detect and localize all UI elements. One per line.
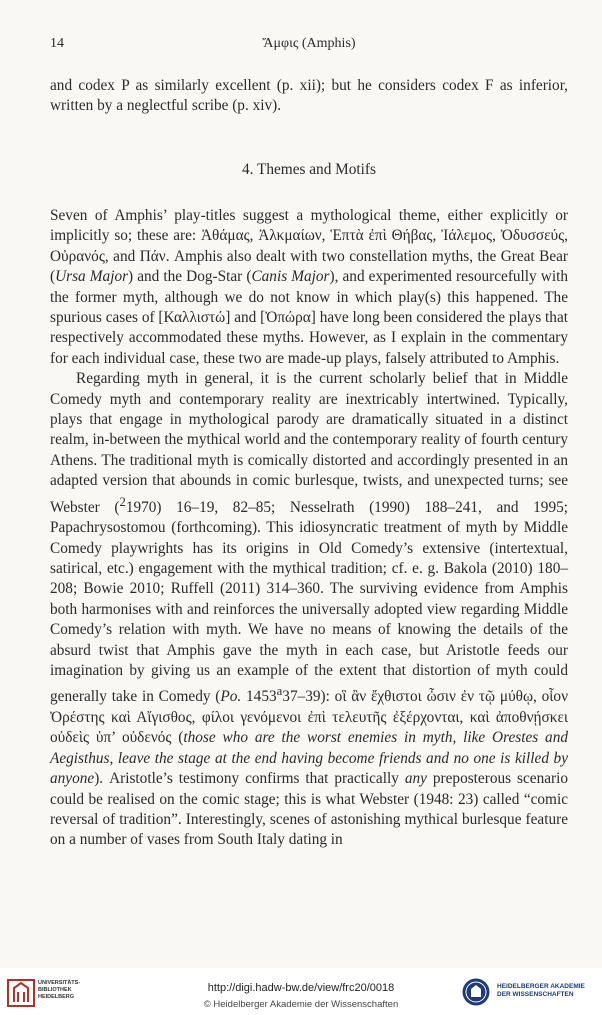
page-number: 14 [50, 36, 64, 51]
p1-text-3: ), and experimented resourcefully with the former myth, although we do not know in which play(s) this happened. The spurious cases of [Καλλιστώ] and [Ὀπώρα] have long been considered the plays that respectively accommodated these myths. However, as I explain in the commentary for each individual case, these two are made-up plays, falsely attributed to Amphis. [50, 268, 568, 367]
paragraph-1 [50, 206, 568, 369]
permalink-url[interactable]: http://digi.hadw-bw.de/view/frc20/0018 [207, 982, 395, 994]
section-heading: 4. Themes and Motifs [242, 161, 376, 178]
poetics-abbrev: Po. [220, 688, 242, 706]
copyright-notice: © Heidelberger Akademie der Wissenschaften [203, 999, 399, 1010]
p2-text-1: Regarding myth in general, it is the current scholarly belief that in Middle Comedy myth and contemporary reality are inextricably intertwined. Typically, plays that engage in mythological parody are dramatically situated in a distinct realm, in-between the mythical world and the contemporary reality of fourth century Athens. The traditional myth is comically distorted and accordingly presented in an adapted version that abounds in comic burlesque, twists, and unexpected turns; see Webster ( [50, 370, 568, 516]
edition-sup: 2 [119, 494, 126, 509]
p2-text-5: ). Aristotle’s testimony confirms that practically [94, 770, 405, 788]
translation: those who are the worst enemies in myth, like Orestes and Aegisthus, leave the stage at the end having become friends and no one is killed by anyone [50, 729, 568, 788]
running-title: Ἄμφις (Amphis) [262, 36, 356, 51]
footer-bar [0, 968, 602, 1015]
any-emphasis: any [404, 770, 427, 788]
academy-name: HEIDELBERGER AKADEMIE DER WISSENSCHAFTEN [497, 983, 585, 998]
university-library-logo-icon [6, 978, 36, 1008]
bekker-sup: a [276, 684, 283, 699]
paragraph-2 [50, 369, 568, 851]
canis-major: Canis Major [251, 268, 330, 286]
p2-text-4: 37–39): οἳ ἂν ἔχθιστοι ὦσιν ἐν τῷ μύθῳ, οἷον Ὀρέστης καὶ Αἴγισθος, φίλοι γενόμενοι ἐπὶ τελευτῆς ἐξέρχονται, καὶ ἀποθνῄσκει οὐδεὶς ὑπ’ οὐδενός ( [50, 688, 568, 747]
intro-text: and codex P as similarly excellent (p. xii); but he considers codex F as inferior, written by a neglectful scribe (p. xiv). [50, 77, 568, 115]
intro-paragraph [50, 76, 568, 117]
p2-text-2: 1970) 16–19, 82–85; Nesselrath (1990) 188–241, and 1995; Papachrysostomou (forthcoming). This idiosyncratic treatment of myth by Middle Comedy playwrights has its origins in Old Comedy’s extensive (intertextual, satirical, etc.) engagement with the mythical tradition; cf. e. g. Bakola (2010) 180–208; Bowie 2010; Ruffell (2011) 314–360. The surviving evidence from Amphis both harmonises with and reinforces the universally adopted view regarding Middle Comedy’s relation with myth. We have no means of knowing the details of the absurd twist that Amphis gave the myth in each case, but Aristotle feeds our imagination by giving us an example of the extent that distortion of myth could generally take in Comedy ( [50, 498, 569, 706]
p2-text-3: 1453 [241, 688, 277, 706]
p1-text-2: ) and the Dog-Star ( [128, 268, 252, 286]
ursa-major: Ursa Major [55, 268, 129, 286]
p2-text-6: preposterous scenario could be realised on the comic stage; this is what Webster (1948: 23) called “comic reversal of tradition”. Interestingly, scenes of astonishing mythical burlesque feature on a number of vases from South Italy dating in [50, 770, 568, 849]
university-library-name: UNIVERSITÄTS- BIBLIOTHEK HEIDELBERG [38, 980, 81, 1000]
running-head [50, 36, 568, 56]
academy-seal-icon [461, 977, 491, 1007]
p1-text-1: Seven of Amphis’ play-titles suggest a mythological theme, either explicitly or implicitly so; these are: Ἀθάμας, Ἀλκμαίων, Ἑπτὰ ἐπὶ Θήβας, Ἰάλεμος, Ὀδυσσεύς, Οὐρανός, and Πάν. Amphis also dealt with two constellation myths, the Great Bear ( [50, 207, 568, 286]
body-text [50, 206, 568, 851]
